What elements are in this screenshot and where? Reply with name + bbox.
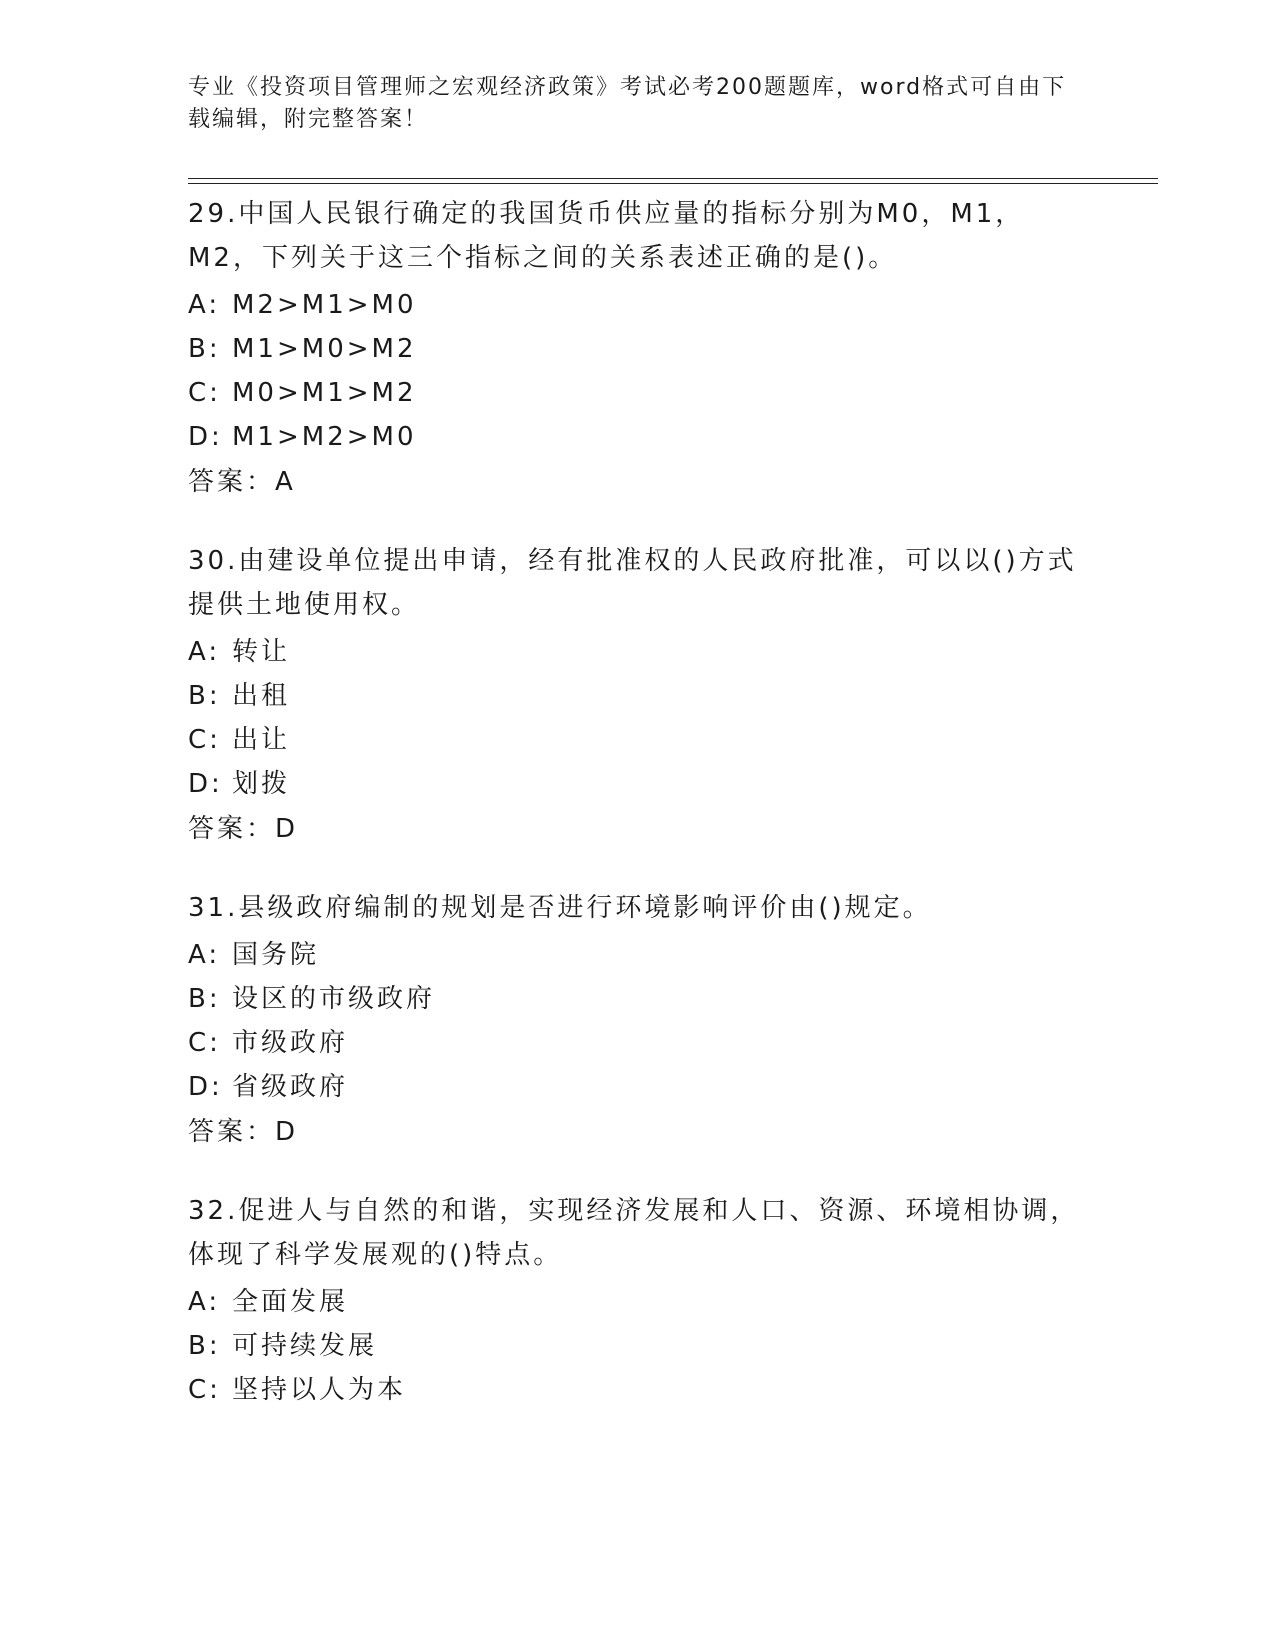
- option-key: B:: [188, 334, 221, 364]
- option-b: [188, 977, 1088, 1021]
- option-key: D:: [188, 422, 223, 452]
- option-key: D:: [188, 1072, 223, 1102]
- option-b: [188, 1324, 1088, 1368]
- option-key: C:: [188, 1028, 221, 1058]
- option-text: 出让: [232, 725, 291, 755]
- option-key: C:: [188, 378, 221, 408]
- header-divider: [188, 178, 1158, 184]
- option-d: [188, 762, 1088, 806]
- option-d: [188, 415, 1088, 459]
- option-text: 设区的市级政府: [232, 984, 436, 1014]
- question-text: 32.促进人与自然的和谐，实现经济发展和人口、资源、环境相协调，体现了科学发展观的()特点。: [188, 1196, 1080, 1270]
- option-text: 省级政府: [232, 1072, 349, 1102]
- option-b: [188, 674, 1088, 718]
- question-32: [188, 1189, 1088, 1412]
- option-text: 国务院: [232, 940, 320, 970]
- question-31: [188, 886, 1088, 1155]
- option-c: [188, 1368, 1088, 1412]
- question-text: 30.由建设单位提出申请，经有批准权的人民政府批准，可以以()方式提供土地使用权。: [188, 546, 1077, 620]
- option-key: D:: [188, 769, 223, 799]
- answer-line: 答案：D: [188, 1117, 299, 1147]
- option-text: 全面发展: [232, 1287, 349, 1317]
- option-key: B:: [188, 681, 221, 711]
- option-a: [188, 283, 1088, 327]
- option-key: A:: [188, 940, 221, 970]
- option-a: [188, 1280, 1088, 1324]
- question-text: 31.县级政府编制的规划是否进行环境影响评价由()规定。: [188, 893, 932, 923]
- document-header: 专业《投资项目管理师之宏观经济政策》考试必考200题题库，word格式可自由下载编辑，附完整答案！: [188, 75, 1067, 132]
- option-text: M0>M1>M2: [232, 378, 417, 408]
- question-29: [188, 192, 1088, 505]
- option-text: M1>M0>M2: [232, 334, 417, 364]
- answer-line: 答案：A: [188, 467, 296, 497]
- option-text: 可持续发展: [232, 1331, 378, 1361]
- option-key: A:: [188, 637, 221, 667]
- option-text: 坚持以人为本: [232, 1375, 407, 1405]
- option-a: [188, 630, 1088, 674]
- option-b: [188, 327, 1088, 371]
- option-key: C:: [188, 1375, 221, 1405]
- option-text: 出租: [232, 681, 291, 711]
- option-key: A:: [188, 1287, 221, 1317]
- option-c: [188, 718, 1088, 762]
- option-d: [188, 1065, 1088, 1109]
- option-key: A:: [188, 290, 221, 320]
- option-text: 划拨: [232, 769, 291, 799]
- answer-line: 答案：D: [188, 814, 299, 844]
- option-text: 转让: [232, 637, 291, 667]
- question-list: [188, 192, 1088, 1428]
- option-key: C:: [188, 725, 221, 755]
- option-key: B:: [188, 1331, 221, 1361]
- question-30: [188, 539, 1088, 852]
- question-text: 29.中国人民银行确定的我国货币供应量的指标分别为M0，M1，M2，下列关于这三个指标之间的关系表述正确的是()。: [188, 199, 1025, 273]
- option-c: [188, 371, 1088, 415]
- option-text: 市级政府: [232, 1028, 349, 1058]
- option-key: B:: [188, 984, 221, 1014]
- option-text: M1>M2>M0: [232, 422, 417, 452]
- option-a: [188, 933, 1088, 977]
- option-c: [188, 1021, 1088, 1065]
- option-text: M2>M1>M0: [232, 290, 417, 320]
